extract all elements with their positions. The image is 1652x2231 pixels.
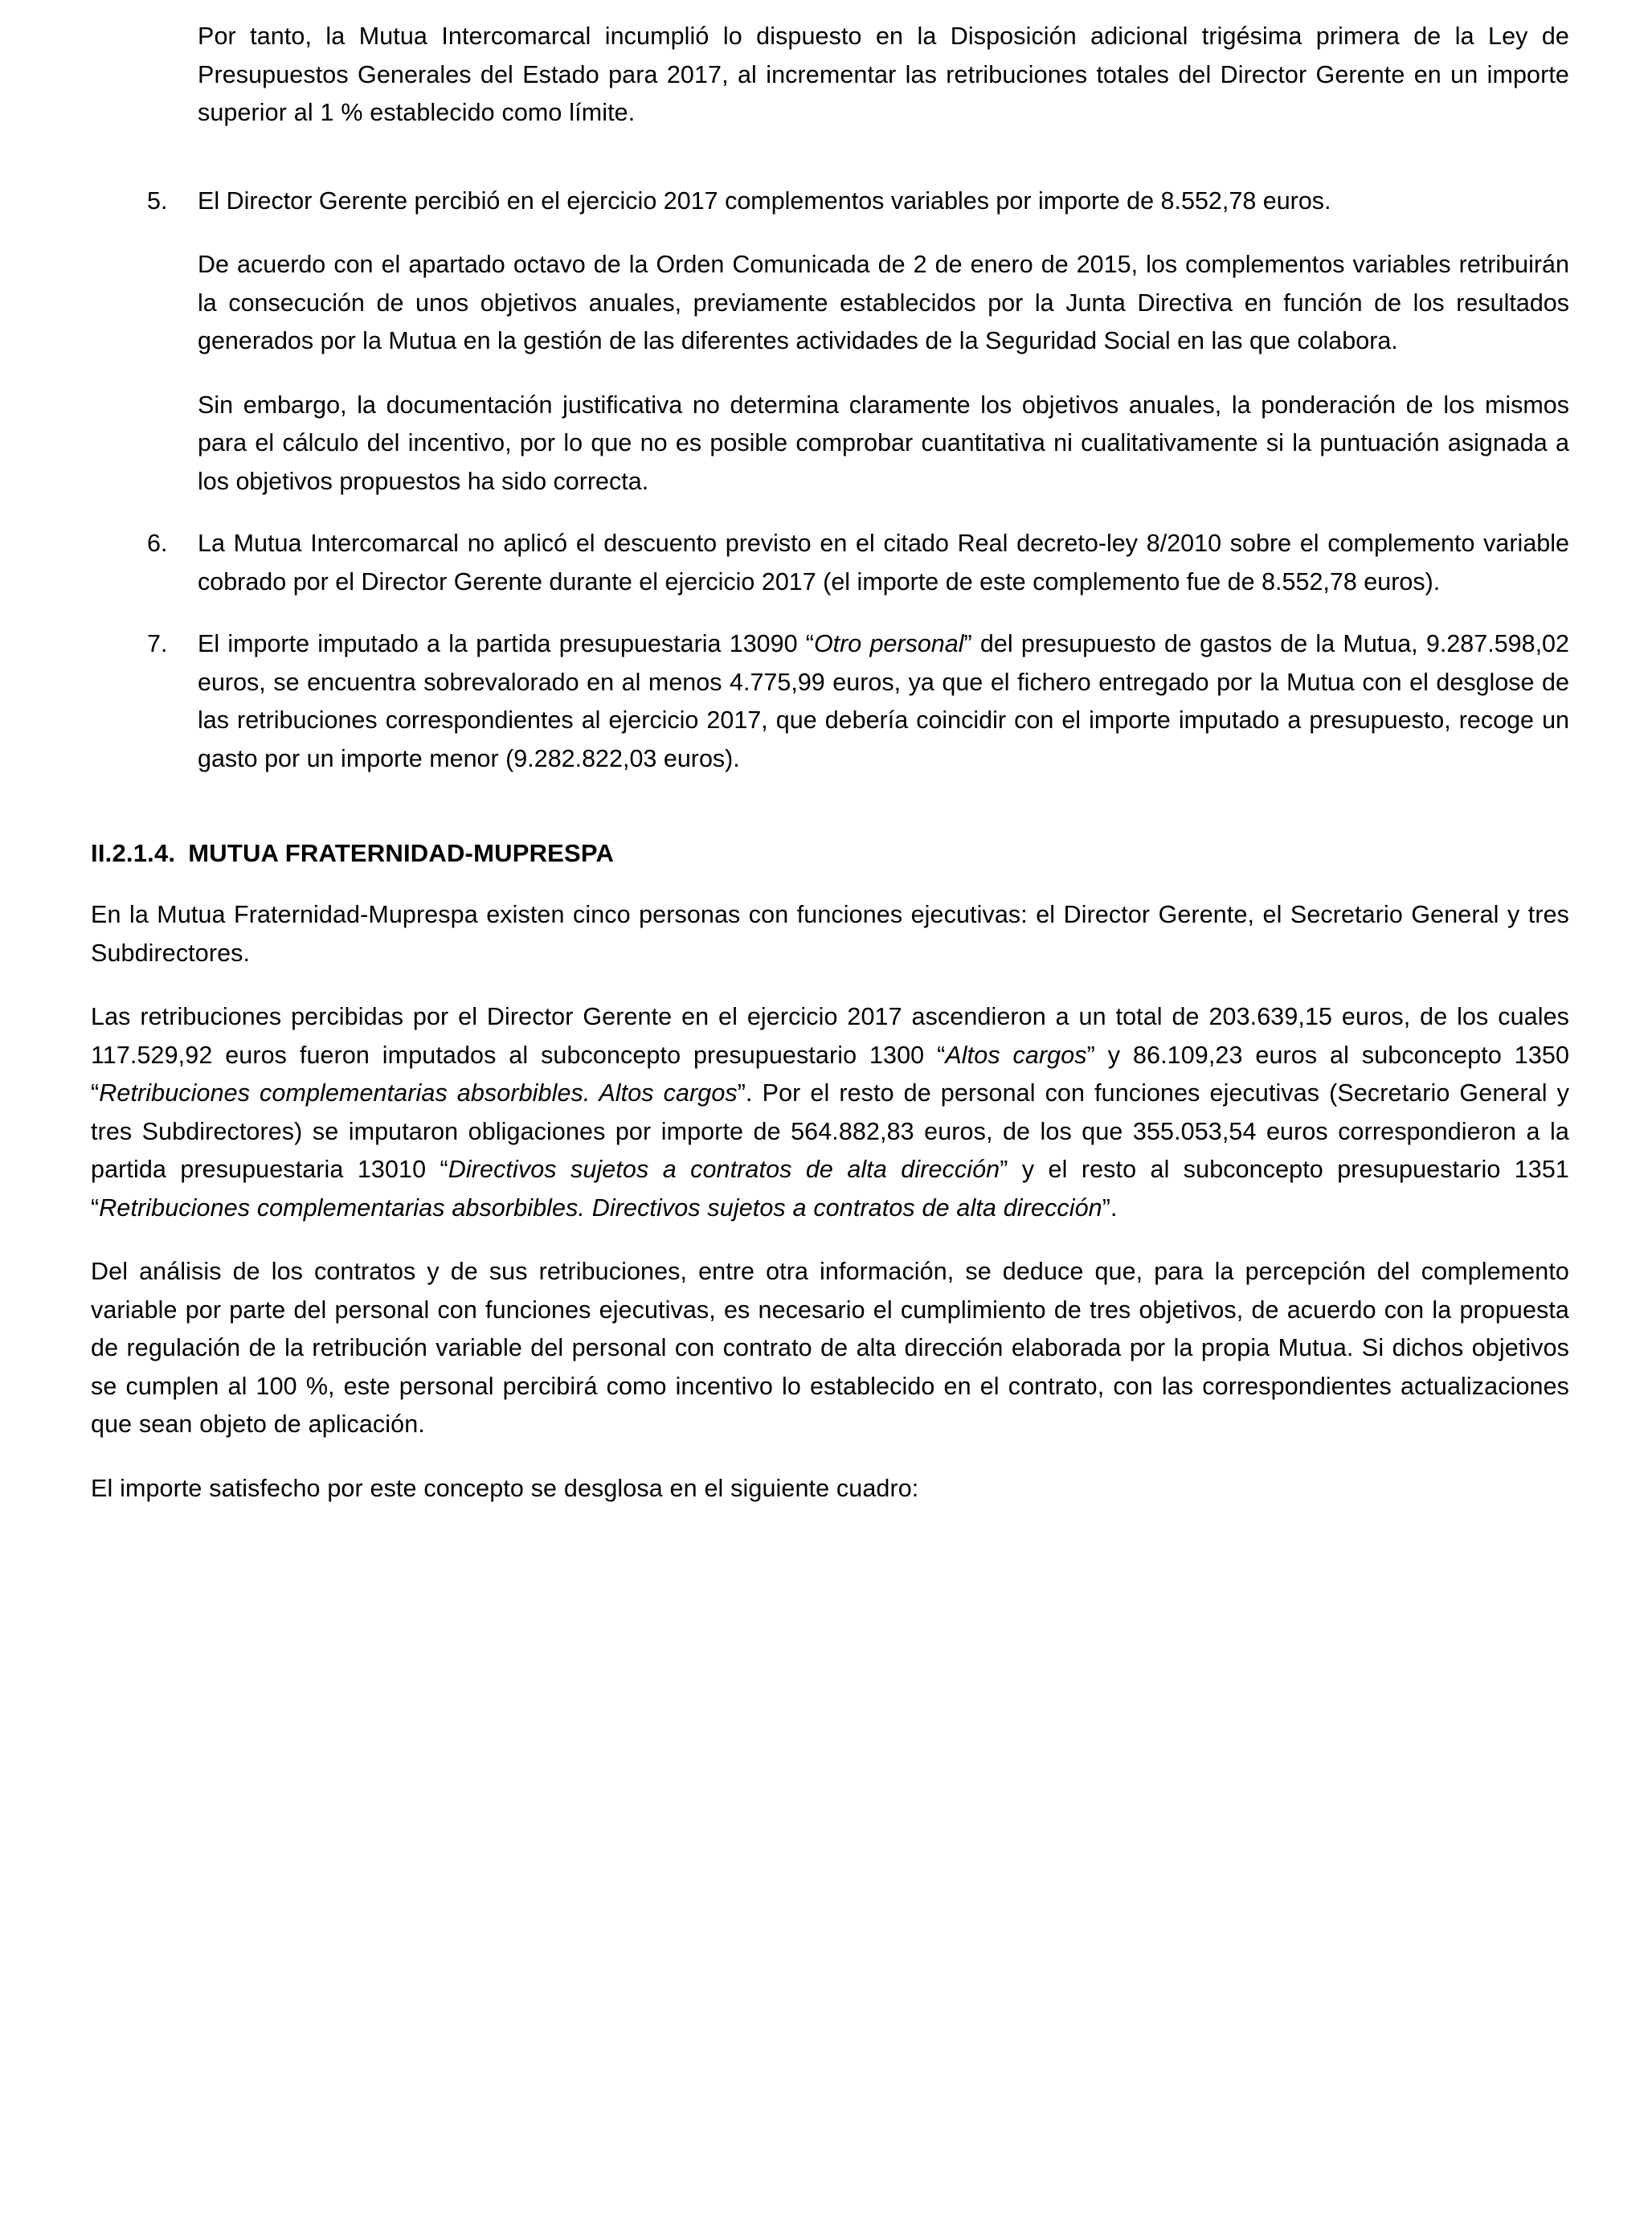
numbered-list: [91, 182, 1569, 779]
text-run: ”.: [1102, 1193, 1118, 1222]
italic-run: Retribuciones complementarias absorbibles. Directivos sujetos a contratos de alta dirección: [99, 1193, 1102, 1222]
italic-run: Retribuciones complementarias absorbibles. Altos cargos: [99, 1079, 738, 1107]
list-item-body: [198, 625, 1569, 778]
italic-run: Directivos sujetos a contratos de alta dirección: [448, 1156, 1000, 1183]
text-run: El importe satisfecho por este concepto se desglosa en el siguiente cuadro:: [91, 1474, 919, 1502]
paragraph-en-la-mutua: [91, 896, 1569, 972]
list-item-body: El Director Gerente percibió en el ejercicio 2017 complementos variables por importe de 8.552,78 euros.: [198, 186, 1331, 215]
list-item: [91, 182, 1569, 501]
text-run: ” y el resto al subconcepto presupuestario 1351 “: [91, 1156, 1569, 1222]
italic-run: Otro personal: [813, 630, 964, 657]
paragraph-del-analisis: [91, 1253, 1569, 1444]
list-item: [91, 525, 1569, 601]
spacer: [91, 802, 1569, 834]
section-heading: [91, 834, 1569, 872]
section-heading-title: MUTUA FRATERNIDAD-MUPRESPA: [188, 839, 615, 867]
list-item-marker: 5.: [147, 186, 168, 215]
text-run: En la Mutua Fraternidad-Muprespa existen cinco personas con funciones ejecutivas: el Director Gerente, el Secretario General y tres Subdirectores.: [91, 901, 1569, 967]
intro-paragraph: Por tanto, la Mutua Intercomarcal incumplió lo dispuesto en la Disposición adicional trigésima primera de la Ley de Presupuestos Generales del Estado para 2017, al incrementar las retribuciones totales del Director Gerente en un importe superior al 1 % establecido como límite.: [198, 23, 1569, 126]
list-item-subparagraph: Sin embargo, la documentación justificativa no determina claramente los objetivos anuales, la ponderación de los mismos para el cálculo del incentivo, por lo que no es posible comprobar cuantitativa ni cualitativamente si la puntuación asignada a los objetivos propuestos ha sido correcta.: [198, 391, 1569, 495]
italic-run: Altos cargos: [945, 1041, 1087, 1069]
list-item-marker: 6.: [147, 530, 168, 557]
text-run: ” y 86.109,23 euros al subconcepto 1350 “: [91, 1041, 1570, 1107]
list-item-marker: 7.: [147, 630, 168, 657]
text-run: Del análisis de los contratos y de sus retribuciones, entre otra información, se deduce que, para la percepción del complemento variable por parte del personal con funciones ejecutivas, es necesario el cumplimiento de tres objetivos, de acuerdo con la propuesta de regulación de la retribución variable del personal con contrato de alta dirección elaborada por la propia Mutua. Si dichos objetivos se cumplen al 100 %, este personal percibirá como incentivo lo establecido en el contrato, con las correspondientes actualizaciones que sean objeto de aplicación.: [91, 1258, 1569, 1438]
spacer: [91, 872, 1569, 896]
paragraph-las-retribuciones: [91, 998, 1569, 1227]
list-item-body: La Mutua Intercomarcal no aplicó el descuento previsto en el citado Real decreto-ley 8/2010 sobre el complemento variable cobrado por el Director Gerente durante el ejercicio 2017 (el importe de este complemento fue de 8.552,78 euros).: [198, 530, 1569, 596]
paragraph-el-importe-satisfecho: [91, 1470, 1569, 1508]
text-run: ” del presupuesto de gastos de la Mutua, 9.287.598,02 euros, se encuentra sobrevalorado en al menos 4.775,99 euros, ya que el fichero entregado por la Mutua con el desglose de las retribuciones correspondientes al ejercicio 2017, que debería coincidir con el importe imputado a presupuesto, recoge un gasto por un importe menor (9.282.822,03 euros).: [198, 630, 1569, 772]
text-run: Las retribuciones percibidas por el Director Gerente en el ejercicio 2017 ascendieron a un total de 203.639,15 euros, de los cuales 117.529,92 euros fueron imputados al subconcepto presupuestario 1300 “: [91, 1003, 1569, 1069]
page-content: [91, 18, 1569, 1508]
text-run: ”. Por el resto de personal con funciones ejecutivas (Secretario General y tres Subdirectores) se imputaron obligaciones por importe de 564.882,83 euros, de los que 355.053,54 euros correspondieron a la partida presupuestaria 13010 “: [91, 1079, 1569, 1183]
list-item-subparagraph: De acuerdo con el apartado octavo de la Orden Comunicada de 2 de enero de 2015, los complementos variables retribuirán la consecución de unos objetivos anuales, previamente establecidos por la Junta Directiva en función de los resultados generados por la Mutua en la gestión de las diferentes actividades de la Seguridad Social en las que colabora.: [198, 251, 1569, 354]
list-item: [91, 625, 1569, 778]
section-heading-number: II.2.1.4.: [91, 839, 176, 867]
text-run: El importe imputado a la partida presupuestaria 13090 “: [198, 630, 814, 657]
spacer: [91, 158, 1569, 182]
